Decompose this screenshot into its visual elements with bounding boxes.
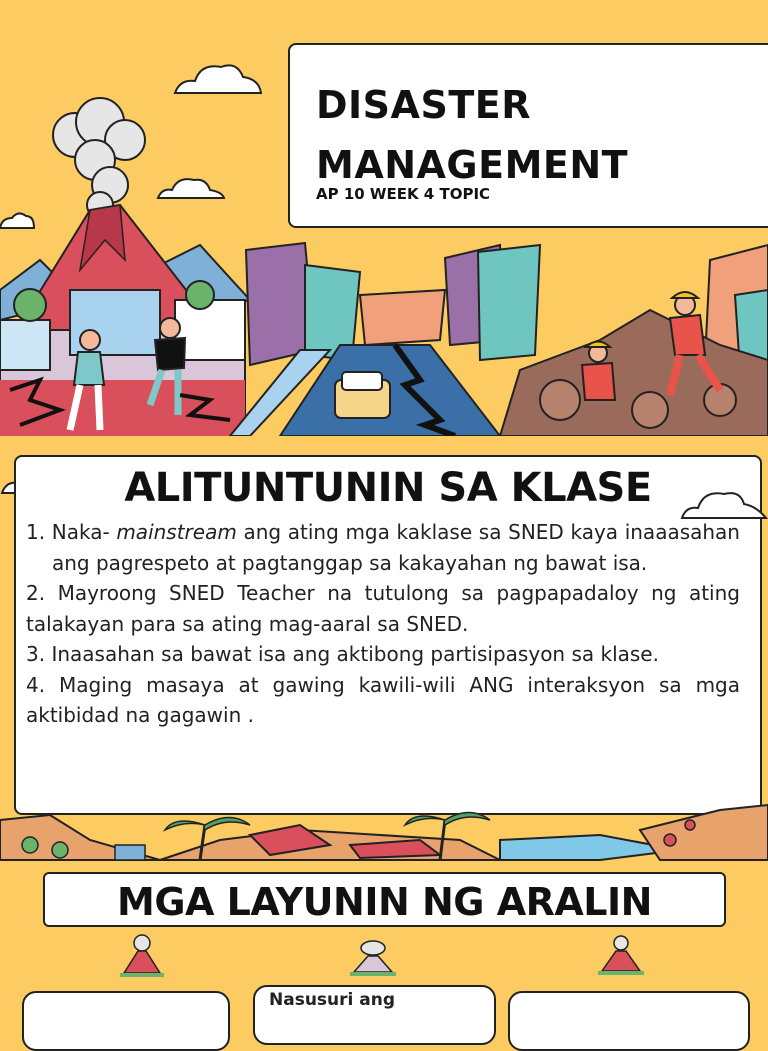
cloud-icon xyxy=(0,213,34,228)
page-subtitle: AP 10 WEEK 4 TOPIC xyxy=(316,185,491,203)
page-title xyxy=(316,75,628,195)
class-rules-card xyxy=(14,455,762,815)
volcano-icon xyxy=(596,933,646,979)
objective-card-2-text: Nasusuri ang xyxy=(269,990,396,1010)
car-icon xyxy=(335,372,390,418)
objectives-title-card xyxy=(43,872,726,927)
title-line-2: MANAGEMENT xyxy=(316,143,629,187)
objective-card-3 xyxy=(508,991,750,1051)
volcano-icon xyxy=(348,936,398,980)
title-line-1: DISASTER xyxy=(316,83,531,127)
rule-item-3: 3. Inaasahan sa bawat isa ang aktibong partisipasyon sa klase. xyxy=(26,642,659,666)
title-card xyxy=(288,43,768,228)
cloud-icon xyxy=(680,482,768,522)
rule-item-1: 1. Naka- mainstream ang ating mga kaklase sa SNED kaya inaaasahan ang pagrespeto at pagtanggap sa kakayahan ng bawat isa. xyxy=(26,520,740,575)
objective-card-2 xyxy=(253,985,496,1045)
volcano-icon xyxy=(118,933,166,981)
objective-card-1 xyxy=(22,991,230,1051)
smoke-icon xyxy=(53,98,145,218)
cloud-icon xyxy=(158,179,224,198)
landslide-illustration xyxy=(0,800,768,868)
objectives-title: MGA LAYUNIN NG ARALIN xyxy=(117,880,652,924)
rules-list xyxy=(26,517,740,731)
rule-item-4: 4. Maging masaya at gawing kawili-wili ANG interaksyon sa mga aktibidad na gagawin . xyxy=(26,672,740,727)
rule-item-2: 2. Mayroong SNED Teacher na tutulong sa pagpapadaloy ng ating talakayan para sa ating mag-aaral sa SNED. xyxy=(26,581,740,636)
rules-title: ALITUNTUNIN SA KLASE xyxy=(124,465,652,511)
cloud-icon xyxy=(175,65,261,93)
